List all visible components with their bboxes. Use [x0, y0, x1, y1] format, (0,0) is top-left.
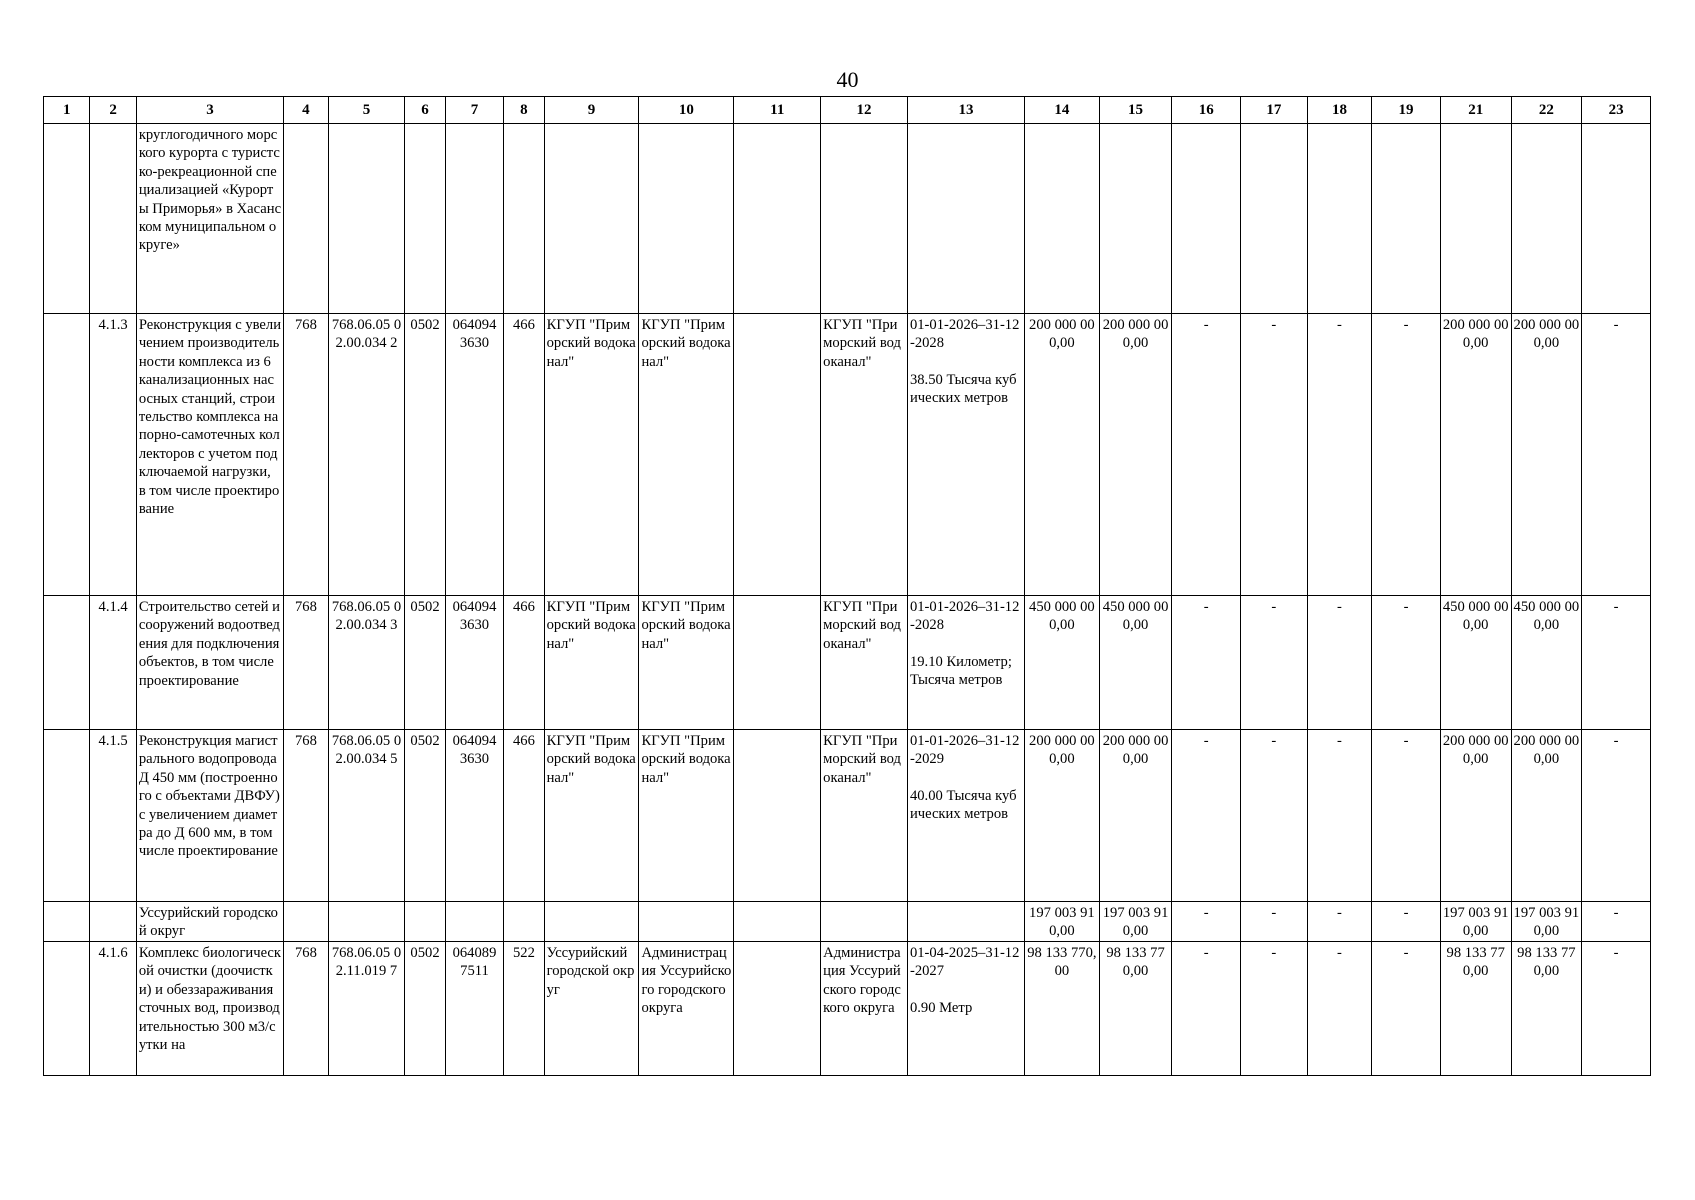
cell-c14: 197 003 910,00 [1025, 902, 1100, 942]
c13-measure: 19.10 Километр; Тысяча метров [909, 653, 1012, 689]
cell-c18: - [1307, 942, 1372, 1076]
table-row [44, 124, 1651, 314]
cell-c10 [639, 124, 734, 314]
cell-c7: 064089 7511 [445, 942, 504, 1076]
cell-c4: 768 [284, 730, 328, 902]
cell-c18: - [1307, 730, 1372, 902]
budget-table [43, 96, 1651, 1076]
cell-c15: 200 000 000,00 [1099, 314, 1172, 596]
cell-c5: 768.06.05 02.00.034 2 [328, 314, 405, 596]
cell-c21: 98 133 770,00 [1440, 942, 1511, 1076]
cell-c4: 768 [284, 596, 328, 730]
cell-c15: 450 000 000,00 [1099, 596, 1172, 730]
cell-c19: - [1372, 730, 1441, 902]
col-header: 4 [284, 97, 328, 124]
cell-c22: 200 000 000,00 [1511, 314, 1582, 596]
cell-c23: - [1582, 942, 1651, 1076]
cell-c13 [907, 902, 1024, 942]
cell-c16: - [1172, 902, 1241, 942]
cell-c6 [405, 902, 445, 942]
cell-c13 [907, 730, 1024, 902]
cell-c23: - [1582, 314, 1651, 596]
cell-c6 [405, 124, 445, 314]
col-header: 22 [1511, 97, 1582, 124]
cell-empty [44, 942, 90, 1076]
cell-c7: 064094 3630 [445, 730, 504, 902]
cell-c17: - [1241, 730, 1308, 902]
cell-c15: 197 003 910,00 [1099, 902, 1172, 942]
cell-c17 [1241, 124, 1308, 314]
cell-c16 [1172, 124, 1241, 314]
cell-c5 [328, 902, 405, 942]
col-header: 6 [405, 97, 445, 124]
cell-c19: - [1372, 942, 1441, 1076]
c13-measure: 40.00 Тысяча кубических метров [909, 787, 1017, 823]
cell-c22 [1511, 124, 1582, 314]
col-header: 7 [445, 97, 504, 124]
cell-c22: 98 133 770,00 [1511, 942, 1582, 1076]
cell-c16: - [1172, 596, 1241, 730]
c13-measure: 38.50 Тысяча кубических метров [909, 371, 1017, 407]
cell-c18: - [1307, 596, 1372, 730]
cell-c11 [734, 730, 821, 902]
table-row [44, 730, 1651, 902]
cell-c12 [821, 902, 908, 942]
cell-c19 [1372, 124, 1441, 314]
col-header: 2 [90, 97, 136, 124]
cell-c22: 450 000 000,00 [1511, 596, 1582, 730]
cell-c8: 466 [504, 730, 544, 902]
cell-empty [44, 902, 90, 942]
cell-c18: - [1307, 314, 1372, 596]
cell-c5: 768.06.05 02.11.019 7 [328, 942, 405, 1076]
cell-c9 [544, 124, 639, 314]
cell-c23: - [1582, 730, 1651, 902]
col-header: 15 [1099, 97, 1172, 124]
c13-dates: 01-01-2026–31-12-2028 [909, 317, 1020, 352]
cell-number: 4.1.4 [90, 596, 136, 730]
cell-c6: 0502 [405, 942, 445, 1076]
cell-c7: 064094 3630 [445, 314, 504, 596]
cell-c8 [504, 124, 544, 314]
cell-c23: - [1582, 902, 1651, 942]
cell-c19: - [1372, 902, 1441, 942]
cell-c19: - [1372, 314, 1441, 596]
col-header: 13 [907, 97, 1024, 124]
cell-c4 [284, 902, 328, 942]
cell-c23: - [1582, 596, 1651, 730]
cell-c15 [1099, 124, 1172, 314]
col-header: 1 [44, 97, 90, 124]
cell-c11 [734, 942, 821, 1076]
cell-c9: КГУП "Приморский водоканал" [544, 596, 639, 730]
cell-c16: - [1172, 730, 1241, 902]
cell-c13 [907, 942, 1024, 1076]
cell-c12: КГУП "Приморский водоканал" [821, 730, 908, 902]
cell-number: 4.1.3 [90, 314, 136, 596]
table-row [44, 902, 1651, 942]
cell-c9 [544, 902, 639, 942]
cell-name: Реконструкция с увеличением производительности комплекса из 6 канализационных насосных станций, строительство комплекса напорно-самотечных коллекторов с учетом подключаемой нагрузки, в том числе проектирование [136, 314, 283, 596]
col-header: 10 [639, 97, 734, 124]
cell-empty [44, 596, 90, 730]
col-header: 21 [1440, 97, 1511, 124]
cell-c9: КГУП "Приморский водоканал" [544, 730, 639, 902]
col-header: 11 [734, 97, 821, 124]
cell-c17: - [1241, 942, 1308, 1076]
cell-c12 [821, 124, 908, 314]
cell-c14 [1025, 124, 1100, 314]
cell-empty [44, 730, 90, 902]
cell-c14: 450 000 000,00 [1025, 596, 1100, 730]
col-header: 14 [1025, 97, 1100, 124]
cell-name: Строительство сетей и сооружений водоотведения для подключения объектов, в том числе проектирование [136, 596, 283, 730]
col-header: 19 [1372, 97, 1441, 124]
cell-c10: КГУП "Приморский водоканал" [639, 596, 734, 730]
cell-c8: 466 [504, 596, 544, 730]
cell-c21: 197 003 910,00 [1440, 902, 1511, 942]
cell-c11 [734, 124, 821, 314]
cell-c17: - [1241, 314, 1308, 596]
cell-c5: 768.06.05 02.00.034 5 [328, 730, 405, 902]
cell-c4 [284, 124, 328, 314]
cell-c10: КГУП "Приморский водоканал" [639, 314, 734, 596]
col-header: 9 [544, 97, 639, 124]
cell-number [90, 902, 136, 942]
cell-c10: Администрация Уссурийского городского округа [639, 942, 734, 1076]
cell-c4: 768 [284, 314, 328, 596]
cell-c12: КГУП "Приморский водоканал" [821, 314, 908, 596]
col-header: 5 [328, 97, 405, 124]
cell-c7 [445, 902, 504, 942]
page-number: 40 [836, 67, 859, 92]
cell-c12: Администрация Уссурийского городского округа [821, 942, 908, 1076]
cell-c13 [907, 124, 1024, 314]
header-row [44, 97, 1651, 124]
cell-c4: 768 [284, 942, 328, 1076]
cell-c16: - [1172, 314, 1241, 596]
col-header: 23 [1582, 97, 1651, 124]
cell-c17: - [1241, 902, 1308, 942]
cell-number: 4.1.6 [90, 942, 136, 1076]
cell-c7: 064094 3630 [445, 596, 504, 730]
cell-c7 [445, 124, 504, 314]
cell-c16: - [1172, 942, 1241, 1076]
cell-c19: - [1372, 596, 1441, 730]
cell-c14: 98 133 770,00 [1025, 942, 1100, 1076]
c13-measure: 0.90 Метр [909, 999, 973, 1016]
cell-c6: 0502 [405, 314, 445, 596]
cell-number: 4.1.5 [90, 730, 136, 902]
cell-c13 [907, 596, 1024, 730]
cell-c22: 197 003 910,00 [1511, 902, 1582, 942]
cell-c12: КГУП "Приморский водоканал" [821, 596, 908, 730]
table-row [44, 596, 1651, 730]
cell-c5 [328, 124, 405, 314]
cell-c21 [1440, 124, 1511, 314]
cell-c11 [734, 596, 821, 730]
cell-c5: 768.06.05 02.00.034 3 [328, 596, 405, 730]
cell-number [90, 124, 136, 314]
cell-c10: КГУП "Приморский водоканал" [639, 730, 734, 902]
cell-c21: 200 000 000,00 [1440, 314, 1511, 596]
c13-dates: 01-01-2026–31-12-2028 [909, 599, 1020, 634]
cell-c13 [907, 314, 1024, 596]
cell-name: Уссурийский городской округ [136, 902, 283, 942]
cell-name: Комплекс биологической очистки (доочистки) и обеззараживания сточных вод, производительностью 300 м3/сутки на [136, 942, 283, 1076]
cell-c8: 522 [504, 942, 544, 1076]
cell-c21: 200 000 000,00 [1440, 730, 1511, 902]
cell-c9: КГУП "Приморский водоканал" [544, 314, 639, 596]
cell-c23 [1582, 124, 1651, 314]
cell-c11 [734, 902, 821, 942]
cell-c15: 200 000 000,00 [1099, 730, 1172, 902]
c13-dates: 01-04-2025–31-12-2027 [909, 945, 1020, 980]
cell-c17: - [1241, 596, 1308, 730]
cell-c21: 450 000 000,00 [1440, 596, 1511, 730]
col-header: 12 [821, 97, 908, 124]
cell-empty [44, 124, 90, 314]
cell-c22: 200 000 000,00 [1511, 730, 1582, 902]
cell-c8 [504, 902, 544, 942]
col-header: 8 [504, 97, 544, 124]
col-header: 18 [1307, 97, 1372, 124]
cell-c18: - [1307, 902, 1372, 942]
cell-c6: 0502 [405, 730, 445, 902]
cell-c10 [639, 902, 734, 942]
cell-c9: Уссурийский городской округ [544, 942, 639, 1076]
table-row [44, 314, 1651, 596]
c13-dates: 01-01-2026–31-12-2029 [909, 733, 1020, 768]
col-header: 3 [136, 97, 283, 124]
cell-name: Реконструкция магистрального водопровода Д 450 мм (построенного с объектами ДВФУ) с увеличением диаметра до Д 600 мм, в том числе проектирование [136, 730, 283, 902]
col-header: 16 [1172, 97, 1241, 124]
cell-c14: 200 000 000,00 [1025, 730, 1100, 902]
cell-c15: 98 133 770,00 [1099, 942, 1172, 1076]
cell-empty [44, 314, 90, 596]
cell-c14: 200 000 000,00 [1025, 314, 1100, 596]
cell-c11 [734, 314, 821, 596]
col-header: 17 [1241, 97, 1308, 124]
cell-name: круглогодичного морского курорта с туристско-рекреационной специализацией «Курорты Приморья» в Хасанском муниципальном округе» [136, 124, 283, 314]
cell-c18 [1307, 124, 1372, 314]
cell-c6: 0502 [405, 596, 445, 730]
cell-c8: 466 [504, 314, 544, 596]
table-row [44, 942, 1651, 1076]
